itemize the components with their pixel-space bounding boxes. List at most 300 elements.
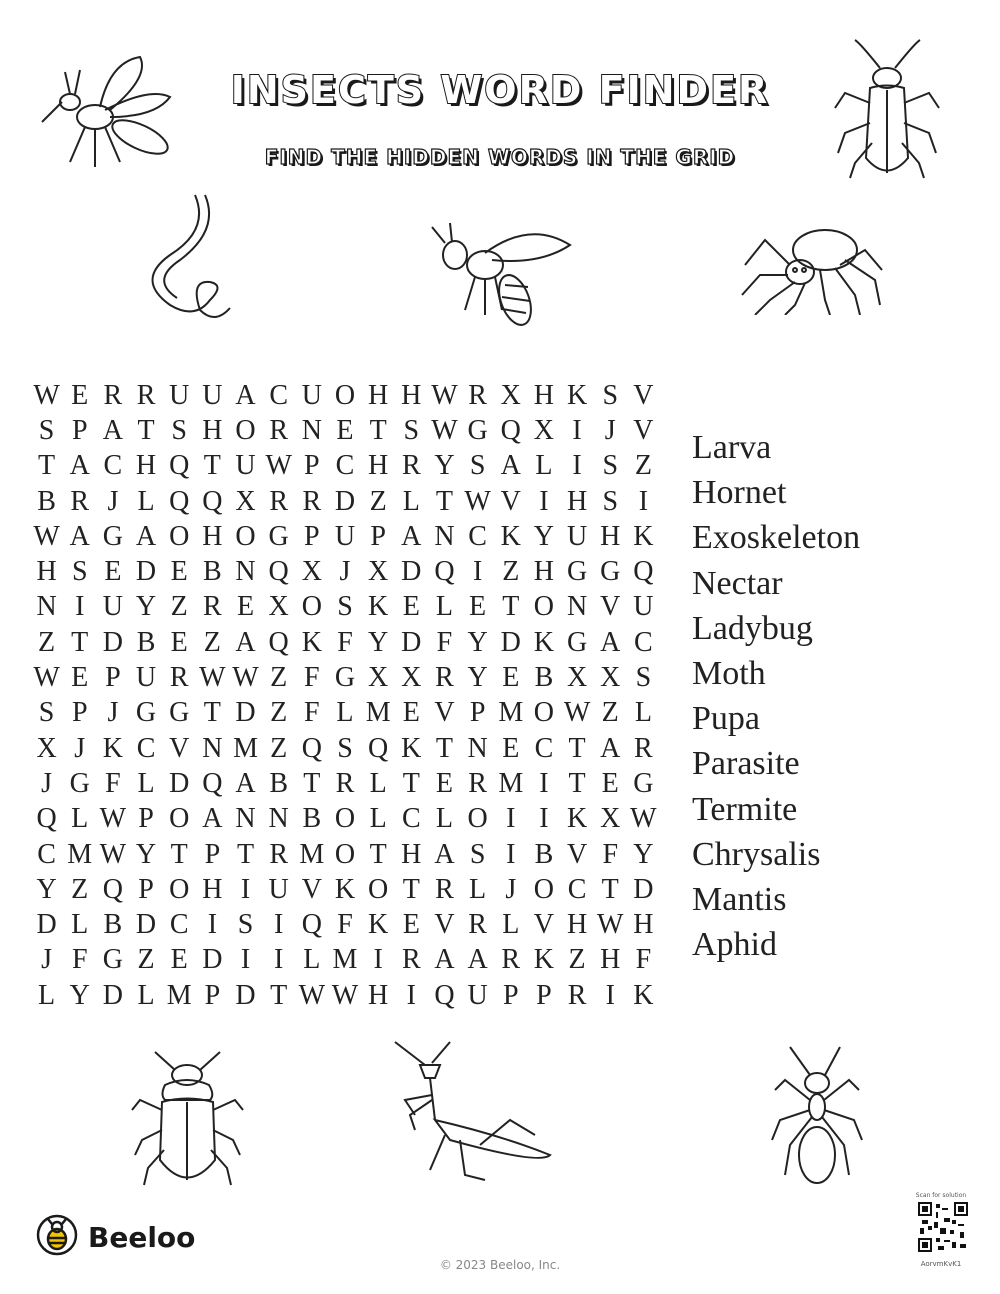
grid-cell: T	[170, 838, 188, 870]
grid-cell: R	[468, 379, 487, 411]
grid-cell: Y	[368, 626, 389, 658]
grid-cell: N	[301, 414, 322, 446]
grid-cell: Z	[203, 626, 221, 658]
grid-cell: R	[335, 767, 355, 799]
grid-cell: A	[434, 944, 455, 976]
grid-cell: G	[467, 414, 488, 446]
grid-cell: J	[604, 414, 616, 446]
grid-cell: U	[202, 379, 223, 411]
grid-cell: J	[41, 944, 53, 976]
grid-cell: M	[332, 944, 358, 976]
qr-code-icon[interactable]	[918, 1202, 968, 1256]
grid-cell: L	[402, 485, 420, 517]
grid-cell: Q	[500, 414, 521, 446]
grid-cell: X	[368, 662, 389, 694]
grid-cell: W	[232, 662, 259, 694]
grid-cell: I	[506, 838, 516, 870]
grid-cell: J	[107, 485, 119, 517]
grid-cell: R	[435, 873, 454, 905]
grid-cell: R	[468, 767, 487, 799]
grid-cell: L	[71, 909, 89, 941]
letter-grid	[30, 378, 660, 1013]
grid-cell: F	[602, 838, 619, 870]
grid-cell: D	[135, 556, 157, 588]
grid-cell: I	[373, 944, 383, 976]
grid-cell: C	[103, 450, 123, 482]
grid-row	[30, 802, 660, 837]
grid-cell: M	[67, 838, 93, 870]
grid-cell: L	[137, 979, 155, 1011]
grid-cell: H	[633, 909, 654, 941]
grid-cell: I	[406, 979, 416, 1011]
grid-cell: G	[334, 662, 356, 694]
grid-cell: K	[401, 732, 422, 764]
grid-cell: I	[274, 909, 284, 941]
grid-cell: I	[240, 873, 251, 905]
grid-cell: M	[498, 767, 524, 799]
grid-cell: O	[301, 591, 322, 623]
grid-cell: A	[434, 838, 455, 870]
grid-cell: A	[235, 379, 256, 411]
grid-cell: Q	[434, 979, 455, 1011]
grid-cell: R	[136, 379, 156, 411]
grid-cell: X	[401, 662, 422, 694]
spider-icon	[740, 220, 885, 315]
grid-cell: T	[369, 414, 387, 446]
grid-cell: U	[301, 379, 322, 411]
grid-cell: T	[402, 873, 420, 905]
grid-cell: R	[401, 450, 421, 482]
grid-cell: G	[102, 944, 123, 976]
grid-cell: N	[467, 732, 488, 764]
grid-cell: M	[166, 979, 192, 1011]
grid-cell: L	[435, 591, 453, 623]
grid-cell: K	[334, 873, 356, 905]
grid-cell: E	[71, 379, 89, 411]
grid-cell: K	[368, 591, 389, 623]
grid-cell: T	[568, 732, 586, 764]
grid-cell: S	[602, 379, 619, 411]
grid-cell: N	[235, 556, 256, 588]
grid-cell: P	[204, 979, 221, 1011]
grid-cell: Z	[38, 626, 56, 658]
grid-cell: I	[240, 944, 251, 976]
grid-cell: I	[472, 556, 483, 588]
grid-cell: E	[170, 556, 188, 588]
grid-cell: W	[33, 662, 60, 694]
grid-cell: W	[597, 909, 624, 941]
grid-cell: C	[634, 626, 653, 658]
grid-cell: U	[334, 520, 356, 552]
grid-cell: F	[304, 697, 320, 729]
grid-cell: E	[71, 662, 89, 694]
grid-cell: J	[107, 697, 119, 729]
grid-cell: T	[568, 767, 586, 799]
grid-cell: W	[563, 697, 591, 729]
grid-cell: M	[233, 732, 258, 764]
grid-cell: A	[600, 732, 621, 764]
grid-cell: R	[203, 591, 222, 623]
mosquito-icon	[40, 42, 180, 172]
grid-cell: X	[600, 803, 621, 835]
grid-cell: R	[302, 485, 322, 517]
grid-cell: T	[71, 626, 89, 658]
grid-cell: N	[566, 591, 588, 623]
grid-cell: H	[600, 944, 621, 976]
grid-cell: N	[202, 732, 223, 764]
grid-cell: P	[138, 803, 154, 835]
grid-cell: U	[102, 591, 123, 623]
grid-cell: Q	[368, 732, 389, 764]
grid-cell: H	[401, 379, 422, 411]
grid-cell: E	[601, 767, 619, 799]
grid-cell: B	[534, 662, 554, 694]
grid-cell: W	[464, 485, 491, 517]
grid-cell: D	[102, 979, 123, 1011]
grid-cell: F	[635, 944, 652, 976]
grid-cell: H	[401, 838, 422, 870]
grid-cell: A	[600, 626, 621, 658]
grid-cell: W	[33, 379, 60, 411]
grid-cell: D	[500, 626, 521, 658]
word-list-item: Pupa	[692, 700, 760, 738]
grid-cell: Z	[270, 697, 288, 729]
word-list-item: Mantis	[692, 881, 787, 919]
grid-cell: T	[38, 450, 56, 482]
grid-cell: N	[235, 803, 256, 835]
grid-cell: S	[71, 556, 88, 588]
grid-cell: O	[334, 803, 356, 835]
grid-cell: H	[600, 520, 621, 552]
grid-cell: R	[435, 662, 454, 694]
grid-cell: I	[572, 414, 582, 446]
grid-cell: T	[402, 767, 420, 799]
grid-cell: C	[534, 732, 554, 764]
grid-cell: M	[299, 838, 325, 870]
grid-cell: C	[37, 838, 56, 870]
grid-cell: O	[334, 379, 356, 411]
grid-cell: W	[431, 414, 458, 446]
grid-cell: R	[169, 662, 189, 694]
grid-cell: W	[33, 520, 60, 552]
grid-cell: Y	[533, 520, 555, 552]
grid-row	[30, 978, 660, 1013]
grid-cell: Q	[169, 485, 190, 517]
grid-cell: K	[633, 979, 654, 1011]
grid-cell: R	[468, 909, 487, 941]
cockroach-icon	[830, 38, 945, 183]
grid-cell: R	[634, 732, 653, 764]
grid-cell: F	[436, 626, 453, 658]
grid-cell: K	[566, 379, 588, 411]
grid-cell: U	[169, 379, 190, 411]
grid-row	[30, 872, 660, 907]
qr-id: AorvmKvK1	[920, 1260, 962, 1268]
grid-cell: T	[435, 732, 453, 764]
grid-cell: T	[236, 838, 255, 870]
grid-cell: U	[135, 662, 157, 694]
grid-cell: Z	[601, 697, 619, 729]
mantis-icon	[390, 1040, 560, 1185]
grid-cell: C	[567, 873, 587, 905]
grid-cell: A	[69, 450, 90, 482]
grid-cell: N	[268, 803, 289, 835]
grid-cell: I	[605, 979, 615, 1011]
grid-cell: S	[403, 414, 420, 446]
grid-cell: T	[270, 979, 288, 1011]
grid-cell: R	[70, 485, 90, 517]
grid-cell: K	[633, 520, 654, 552]
grid-cell: U	[566, 520, 588, 552]
grid-cell: Y	[434, 450, 455, 482]
grid-cell: G	[566, 626, 588, 658]
grid-cell: R	[269, 485, 289, 517]
grid-cell: S	[469, 450, 486, 482]
brand-name: Beeloo	[88, 1220, 196, 1254]
grid-cell: V	[500, 485, 521, 517]
grid-cell: I	[274, 944, 284, 976]
copyright-text: © 2023 Beeloo, Inc.	[439, 1258, 561, 1272]
grid-cell: L	[535, 450, 553, 482]
grid-cell: D	[102, 626, 123, 658]
grid-cell: P	[536, 979, 552, 1011]
grid-cell: Z	[170, 591, 188, 623]
word-list-item: Chrysalis	[692, 835, 821, 873]
grid-row	[30, 766, 660, 801]
grid-cell: L	[369, 767, 387, 799]
grid-cell: K	[102, 732, 123, 764]
grid-cell: B	[302, 803, 322, 835]
word-list-item: Moth	[692, 655, 766, 693]
grid-cell: X	[566, 662, 588, 694]
grid-cell: Y	[36, 873, 57, 905]
word-list-item: Hornet	[692, 474, 787, 512]
grid-cell: I	[539, 803, 549, 835]
grid-cell: T	[203, 697, 221, 729]
grid-cell: P	[370, 520, 386, 552]
grid-cell: E	[402, 591, 420, 623]
wasp-icon	[430, 215, 575, 335]
grid-cell: Y	[69, 979, 90, 1011]
grid-cell: D	[235, 979, 256, 1011]
grid-cell: P	[71, 697, 88, 729]
grid-cell: E	[170, 944, 188, 976]
grid-cell: G	[633, 767, 654, 799]
grid-cell: Q	[102, 873, 123, 905]
grid-row	[30, 660, 660, 695]
grid-cell: I	[75, 591, 85, 623]
grid-row	[30, 943, 660, 978]
grid-cell: C	[269, 379, 289, 411]
grid-cell: K	[500, 520, 521, 552]
grid-cell: A	[69, 520, 90, 552]
grid-cell: F	[337, 626, 353, 658]
grid-cell: S	[635, 662, 652, 694]
grid-cell: O	[169, 873, 190, 905]
word-list-item: Ladybug	[692, 609, 813, 647]
grid-cell: Z	[568, 944, 586, 976]
grid-cell: D	[169, 767, 190, 799]
grid-cell: L	[303, 944, 321, 976]
grid-cell: U	[633, 591, 654, 623]
grid-cell: Q	[202, 485, 223, 517]
grid-cell: L	[469, 873, 487, 905]
grid-cell: Y	[135, 591, 157, 623]
grid-cell: L	[137, 767, 155, 799]
qr-label: Scan for solution	[915, 1192, 967, 1199]
grid-cell: X	[268, 591, 289, 623]
grid-cell: W	[630, 803, 657, 835]
grid-cell: B	[203, 556, 222, 588]
word-list-item: Parasite	[692, 745, 800, 783]
grid-cell: V	[633, 379, 654, 411]
grid-cell: A	[102, 414, 123, 446]
grid-cell: I	[572, 450, 582, 482]
grid-cell: O	[169, 803, 190, 835]
grid-cell: P	[304, 520, 320, 552]
grid-cell: W	[265, 450, 292, 482]
grid-cell: Q	[268, 626, 289, 658]
grid-row	[30, 554, 660, 589]
grid-row	[30, 519, 660, 554]
grid-cell: J	[505, 873, 517, 905]
grid-cell: X	[600, 662, 621, 694]
grid-cell: Q	[301, 909, 322, 941]
grid-cell: D	[633, 873, 654, 905]
grid-cell: Q	[268, 556, 289, 588]
grid-cell: L	[634, 697, 652, 729]
grid-cell: O	[235, 414, 256, 446]
grid-cell: M	[498, 697, 524, 729]
grid-cell: O	[334, 838, 356, 870]
grid-cell: C	[335, 450, 355, 482]
grid-cell: G	[566, 556, 588, 588]
word-list-item: Termite	[692, 790, 798, 828]
grid-cell: W	[99, 838, 127, 870]
grid-cell: E	[402, 909, 420, 941]
word-list-item: Nectar	[692, 564, 783, 602]
grid-cell: K	[533, 944, 555, 976]
grid-cell: Q	[434, 556, 455, 588]
grid-row	[30, 449, 660, 484]
grid-row	[30, 837, 660, 872]
grid-row	[30, 907, 660, 942]
grid-cell: X	[500, 379, 521, 411]
grid-cell: L	[369, 803, 387, 835]
grid-cell: A	[401, 520, 422, 552]
grid-cell: Q	[36, 803, 57, 835]
grid-cell: X	[36, 732, 57, 764]
grid-cell: F	[304, 662, 320, 694]
grid-cell: X	[235, 485, 256, 517]
worm-icon	[135, 190, 245, 330]
grid-cell: E	[236, 591, 255, 623]
grid-cell: Z	[634, 450, 652, 482]
grid-cell: E	[435, 767, 453, 799]
grid-cell: O	[235, 520, 256, 552]
grid-cell: P	[138, 873, 154, 905]
word-list	[692, 425, 860, 967]
grid-cell: E	[502, 662, 520, 694]
grid-cell: S	[602, 450, 619, 482]
word-list-item: Exoskeleton	[692, 519, 861, 557]
grid-cell: K	[368, 909, 389, 941]
grid-cell: S	[469, 838, 486, 870]
grid-cell: Z	[369, 485, 387, 517]
grid-cell: C	[136, 732, 156, 764]
grid-cell: K	[301, 626, 322, 658]
ant-icon	[770, 1045, 865, 1190]
grid-cell: P	[502, 979, 519, 1011]
grid-row	[30, 413, 660, 448]
grid-cell: B	[269, 767, 289, 799]
grid-cell: Y	[467, 662, 488, 694]
grid-row	[30, 696, 660, 731]
page-subtitle: FIND THE HIDDEN WORDS IN THE GRID	[264, 145, 736, 169]
grid-cell: G	[600, 556, 621, 588]
grid-cell: E	[469, 591, 487, 623]
grid-cell: L	[336, 697, 354, 729]
grid-cell: R	[103, 379, 123, 411]
grid-cell: R	[269, 414, 289, 446]
grid-cell: Q	[169, 450, 190, 482]
grid-cell: L	[435, 803, 453, 835]
grid-cell: T	[203, 450, 221, 482]
grid-cell: H	[368, 450, 389, 482]
grid-cell: L	[71, 803, 89, 835]
grid-cell: H	[36, 556, 57, 588]
grid-cell: V	[633, 414, 654, 446]
grid-cell: P	[469, 697, 486, 729]
grid-cell: A	[235, 767, 256, 799]
grid-cell: V	[533, 909, 555, 941]
grid-cell: C	[169, 909, 189, 941]
bee-logo-icon	[36, 1214, 78, 1260]
grid-row	[30, 625, 660, 660]
grid-cell: Z	[270, 662, 288, 694]
grid-cell: Y	[467, 626, 488, 658]
grid-cell: P	[105, 662, 121, 694]
grid-cell: V	[169, 732, 190, 764]
grid-cell: G	[268, 520, 289, 552]
grid-cell: S	[237, 909, 254, 941]
grid-cell: Z	[502, 556, 520, 588]
grid-cell: D	[401, 626, 422, 658]
grid-cell: W	[99, 803, 127, 835]
grid-cell: Z	[137, 944, 155, 976]
grid-cell: D	[202, 944, 223, 976]
grid-cell: H	[202, 414, 223, 446]
grid-cell: J	[74, 732, 86, 764]
grid-cell: V	[566, 838, 588, 870]
grid-cell: E	[170, 626, 188, 658]
grid-cell: O	[533, 697, 555, 729]
grid-cell: T	[502, 591, 520, 623]
grid-cell: W	[298, 979, 326, 1011]
grid-cell: T	[369, 838, 387, 870]
grid-cell: U	[268, 873, 289, 905]
grid-cell: S	[337, 732, 353, 764]
grid-cell: P	[204, 838, 221, 870]
grid-row	[30, 590, 660, 625]
grid-cell: R	[401, 944, 421, 976]
grid-cell: Y	[633, 838, 654, 870]
grid-cell: I	[638, 485, 649, 517]
grid-cell: G	[169, 697, 190, 729]
grid-cell: X	[533, 414, 555, 446]
word-list-item: Larva	[692, 429, 772, 466]
grid-cell: H	[533, 379, 555, 411]
